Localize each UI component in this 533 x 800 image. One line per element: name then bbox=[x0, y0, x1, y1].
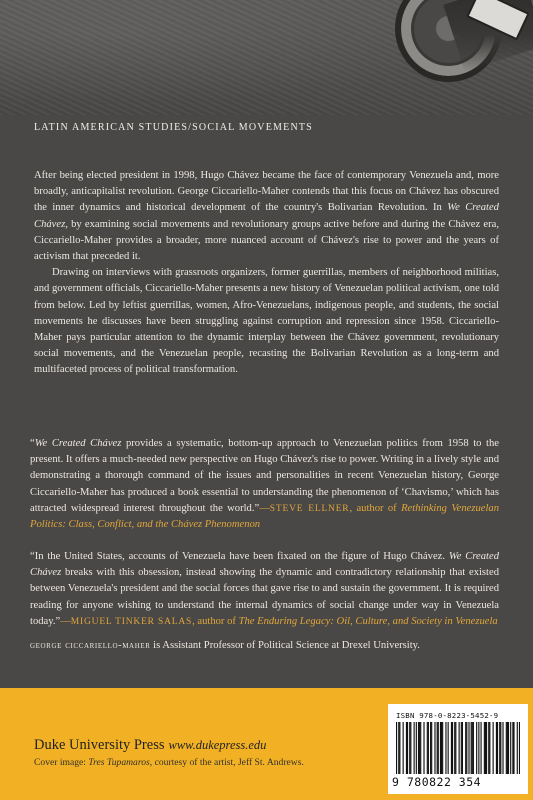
endorser-name: STEVE ELLNER bbox=[269, 503, 350, 514]
barcode-bar bbox=[398, 722, 399, 774]
book-title: We Created Chávez bbox=[30, 551, 499, 579]
barcode-bar bbox=[506, 722, 507, 774]
barcode-bar bbox=[512, 722, 513, 774]
barcode-bar bbox=[416, 722, 417, 774]
barcode-bar bbox=[493, 722, 494, 774]
barcode-bar bbox=[440, 722, 441, 774]
barcode-bar bbox=[399, 722, 400, 774]
barcode-bar bbox=[431, 722, 432, 774]
barcode-bar bbox=[465, 722, 466, 774]
barcode-bar bbox=[517, 722, 518, 774]
barcode-bar bbox=[472, 722, 473, 774]
barcode-bar bbox=[499, 722, 500, 774]
barcode-bar bbox=[410, 722, 411, 774]
book-description bbox=[34, 168, 499, 379]
barcode-bar bbox=[508, 722, 509, 774]
barcode-bar bbox=[419, 722, 420, 774]
publisher-line bbox=[34, 737, 266, 754]
barcode-bar bbox=[500, 722, 501, 774]
barcode-bar bbox=[445, 722, 446, 774]
barcode-bar bbox=[513, 722, 514, 774]
barcode-bar bbox=[420, 722, 421, 774]
barcode-bar bbox=[510, 722, 511, 774]
barcode-bar bbox=[418, 722, 419, 774]
description-paragraph-1: After being elected president in 1998, Hugo Chávez became the face of contemporary Venezuela and, more broadly, anticapitalist revolution. George Ciccariello-Maher contends that this focus on Chávez has obscured the inner dynamics and historical development of the country's Bolivarian Revolution. In We Created Chávez, by examining social movements and revolutionary groups active before and during the Chávez era, Ciccariello-Maher provides a broader, more nuanced account of Chávez's rise to power and the years of activism that preceded it. bbox=[34, 170, 499, 263]
barcode-bar bbox=[409, 722, 410, 774]
barcode-bar bbox=[502, 722, 503, 774]
barcode-bar bbox=[476, 722, 477, 774]
endorsement-quote-2: “In the United States, accounts of Venezuela have been fixated on the figure of Hugo Chávez. We Created Chávez breaks with this obsession, instead showing the dynamic and contradictory relationship that existed between Venezuela's president and the social forces that gave rise to and sustain the government. It is required reading for anyone wishing to understand the internal dynamics of social change under way in Venezuela today.”—MIGUEL TINKER SALAS, author of The Enduring Legacy: Oil, Culture, and Society in Venezuela bbox=[30, 551, 499, 627]
publisher-url: www.dukepress.edu bbox=[168, 738, 267, 752]
book-title: We Created Chávez bbox=[34, 202, 499, 230]
isbn-digits: 9 780822 354 bbox=[392, 775, 482, 789]
barcode-bar bbox=[437, 722, 438, 774]
isbn-label: ISBN 978-0-8223-5452-9 bbox=[396, 711, 499, 720]
barcode-bar bbox=[438, 722, 439, 774]
barcode-bar bbox=[414, 722, 415, 774]
endorser-attribution: —MIGUEL TINKER SALAS, author of The Enduring Legacy: Oil, Culture, and Society in Venezuela bbox=[60, 615, 498, 627]
barcode-bar bbox=[473, 722, 474, 774]
barcode-bar bbox=[451, 722, 452, 774]
barcode-bar bbox=[507, 722, 508, 774]
publisher-name: Duke University Press bbox=[34, 737, 165, 753]
barcode-bar bbox=[428, 722, 429, 774]
barcode-bar bbox=[430, 722, 431, 774]
barcode-bar bbox=[519, 722, 520, 774]
barcode-bar bbox=[423, 722, 424, 774]
barcode-bar bbox=[489, 722, 490, 774]
barcode-bar bbox=[471, 722, 472, 774]
barcode-bar bbox=[406, 722, 407, 774]
cover-photo bbox=[0, 0, 533, 115]
barcode-bar bbox=[434, 722, 435, 774]
barcode-bar bbox=[459, 722, 460, 774]
barcode-bar bbox=[485, 722, 486, 774]
barcode-bar bbox=[427, 722, 428, 774]
barcode-bar bbox=[461, 722, 462, 774]
barcode-bar bbox=[484, 722, 485, 774]
barcode-bar bbox=[441, 722, 442, 774]
barcode-bar bbox=[496, 722, 497, 774]
barcode-bar bbox=[403, 722, 404, 774]
category-label: LATIN AMERICAN STUDIES/SOCIAL MOVEMENTS bbox=[34, 122, 313, 133]
barcode-bar bbox=[486, 722, 487, 774]
barcode-bar bbox=[468, 722, 469, 774]
barcode-bar bbox=[480, 722, 481, 774]
book-title: We Created Chávez bbox=[34, 438, 122, 449]
barcode-bars bbox=[396, 722, 520, 774]
endorsement-quote-1: “We Created Chávez provides a systematic, bottom-up approach to Venezuelan politics from 1958 to the present. It offers a much-needed new perspective on Hugo Chávez's rise to power. Writing in a lively style and demonstrating a thorough command of the issues and personalities in recent Venezuelan history, George Ciccariello-Maher has produced a book essential to understanding the phenomenon of ‘Chavismo,’ which has attracted widespread interest throughout the world.”—STEVE ELLNER, author of Rethinking Venezuelan Politics: Class, Conflict, and the Chávez Phenomenon bbox=[30, 438, 499, 531]
barcode bbox=[388, 704, 528, 794]
endorser-attribution: —STEVE ELLNER, author of Rethinking Venezuelan Politics: Class, Conflict, and the Chávez Phenomenon bbox=[30, 502, 499, 531]
barcode-bar bbox=[454, 722, 455, 774]
barcode-bar bbox=[442, 722, 443, 774]
barcode-bar bbox=[455, 722, 456, 774]
author-name: george ciccariello-maher bbox=[30, 640, 151, 651]
barcode-bar bbox=[497, 722, 498, 774]
description-paragraph-2: Drawing on interviews with grassroots organizers, former guerrillas, members of neighborhood militias, and government officials, Ciccariello-Maher presents a new history of Venezuelan political activism, one told from below. Led by leftist guerrillas, women, Afro-Venezuelans, indigenous people, and students, the social movements he discusses have been struggling against corruption and repression since 1958. Ciccariello-Maher pays particular attention to the dynamic interplay between the Chávez government, revolutionary social movements, and the Venezuelan people, recasting the Bolivarian Revolution as a long-term and multifaceted process of political transformation. bbox=[34, 267, 499, 376]
cover-credit: Cover image: Tres Tupamaros, courtesy of the artist, Jeff St. Andrews. bbox=[34, 757, 304, 768]
barcode-bar bbox=[478, 722, 479, 774]
barcode-bar bbox=[448, 722, 449, 774]
barcode-bar bbox=[466, 722, 467, 774]
endorser-name: MIGUEL TINKER SALAS bbox=[70, 616, 193, 627]
barcode-bar bbox=[462, 722, 463, 774]
barcode-bar bbox=[452, 722, 453, 774]
author-bio: george ciccariello-maher is Assistant Professor of Political Science at Drexel University. bbox=[30, 640, 420, 651]
barcode-bar bbox=[407, 722, 408, 774]
barcode-bar bbox=[488, 722, 489, 774]
barcode-bar bbox=[396, 722, 397, 774]
